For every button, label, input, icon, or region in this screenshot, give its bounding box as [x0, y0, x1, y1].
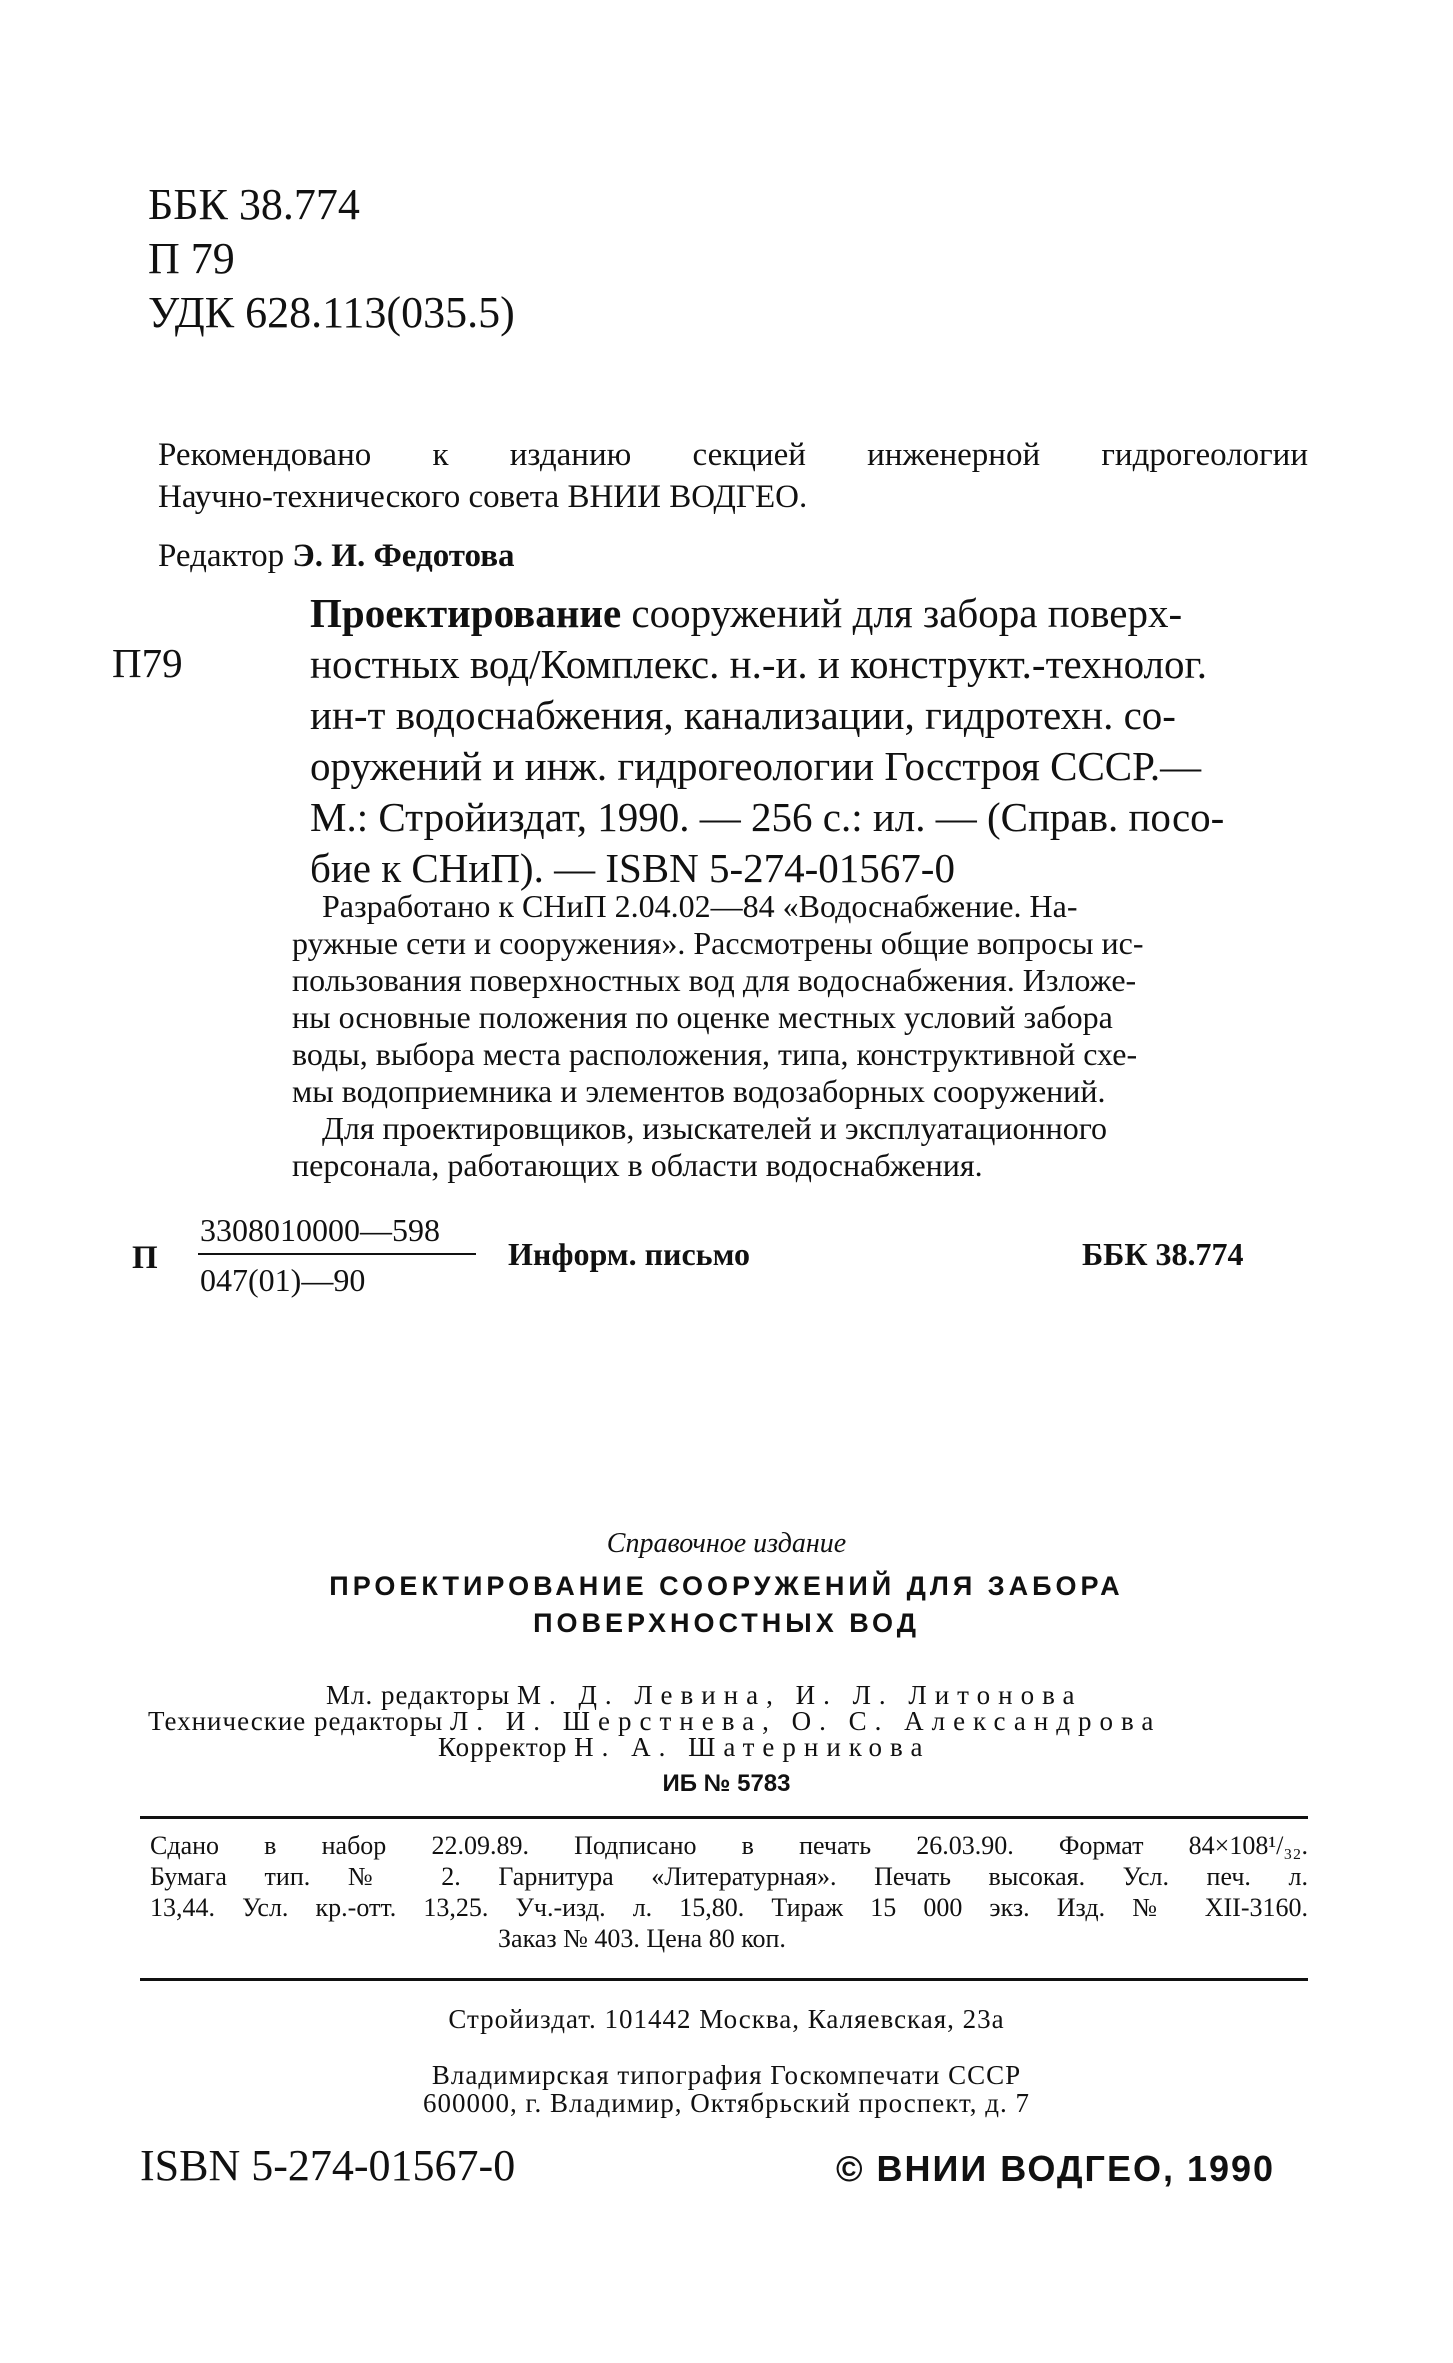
colophon-title-line-1: ПРОЕКТИРОВАНИЕ СООРУЖЕНИЙ ДЛЯ ЗАБОРА	[329, 1571, 1124, 1601]
printer-address: 600000, г. Владимир, Октябрьский проспект, д. 7	[423, 2088, 1030, 2118]
staff-role: Корректор	[438, 1732, 568, 1762]
annotation-line: персонала, работающих в области водоснабжения.	[292, 1147, 983, 1183]
description-line-5: М.: Стройиздат, 1990. — 256 с.: ил. — (Справ. посо-	[310, 794, 1225, 840]
classification-numerator: 3308010000—598	[200, 1212, 440, 1248]
editor-credit	[158, 538, 515, 575]
printer-name: Владимирская типография Госкомпечати СССР	[431, 2060, 1022, 2090]
classification-denominator: 047(01)—90	[200, 1262, 366, 1298]
annotation-line: мы водоприемника и элементов водозаборных сооружений.	[292, 1073, 1106, 1109]
print-details	[150, 1830, 1308, 1954]
recommendation-line-1: Рекомендовано к изданию секцией инженерной гидрогеологии	[158, 437, 1308, 473]
annotation-line: воды, выбора места расположения, типа, конструктивной схе-	[292, 1036, 1138, 1072]
publisher-address: Стройиздат. 101442 Москва, Каляевская, 23а	[448, 2004, 1005, 2034]
publication-type: Справочное издание	[606, 1528, 847, 1559]
description-line-6: бие к СНиП). — ISBN 5-274-01567-0	[310, 845, 955, 891]
bibliographic-description	[310, 588, 1308, 894]
udk-code: УДК 628.113(035.5)	[148, 288, 515, 337]
p-code: П 79	[148, 234, 235, 283]
staff-role: Технические редакторы	[148, 1706, 444, 1736]
bbk-code: ББК 38.774	[148, 180, 360, 229]
book-title-bold: Проектирование	[310, 590, 622, 636]
staff-names: М. Д. Левина, И. Л. Литонова	[516, 1680, 1083, 1710]
editor-label: Редактор	[158, 538, 285, 574]
print-details-line: Бумага тип. № 2. Гарнитура «Литературная». Печать высокая. Усл. печ. л.	[150, 1862, 1308, 1891]
annotation-line: Разработано к СНиП 2.04.02—84 «Водоснабжение. На-	[322, 888, 1078, 924]
classification-letter: П	[132, 1240, 158, 1276]
description-line-4: оружений и инж. гидрогеологии Госстроя СССР.—	[310, 743, 1202, 789]
annotation-line: ны основные положения по оценке местных условий забора	[292, 999, 1113, 1035]
annotation	[292, 888, 1308, 1184]
fraction-line	[198, 1253, 476, 1255]
print-details-line: 13,44. Усл. кр.-отт. 13,25. Уч.-изд. л. 15,80. Тираж 15 000 экз. Изд. № XII-3160.	[150, 1893, 1308, 1922]
description-line-2: ностных вод/Комплекс. н.-и. и конструкт.-технолог.	[310, 641, 1207, 687]
copyright-notice: © ВНИИ ВОДГЕО, 1990	[836, 2148, 1276, 2189]
description-line-1-rest: сооружений для забора поверх-	[621, 590, 1183, 636]
print-details-line: Заказ № 403. Цена 80 коп.	[498, 1924, 786, 1953]
staff-names: Л. И. Шерстнева, О. С. Александрова	[449, 1706, 1162, 1736]
description-line-1	[310, 588, 1308, 639]
annotation-line: пользования поверхностных вод для водоснабжения. Изложе-	[292, 962, 1137, 998]
catalog-code: П79	[112, 640, 183, 686]
editor-name: Э. И. Федотова	[292, 538, 515, 574]
ib-number: ИБ № 5783	[662, 1770, 791, 1797]
classification-codes	[148, 178, 515, 340]
annotation-line: Для проектировщиков, изыскателей и эксплуатационного	[322, 1110, 1108, 1146]
colophon-title	[0, 1568, 1453, 1642]
information-letter-note: Информ. письмо	[508, 1236, 750, 1272]
recommendation-line-2: Научно-технического совета ВНИИ ВОДГЕО.	[158, 479, 808, 515]
description-line-3: ин-т водоснабжения, канализации, гидротехн. со-	[310, 692, 1176, 738]
bbk-index: ББК 38.774	[1082, 1236, 1244, 1272]
divider	[140, 1816, 1308, 1819]
divider	[140, 1978, 1308, 1981]
print-details-line: Сдано в набор 22.09.89. Подписано в печать 26.03.90. Формат 84×108¹/₃₂.	[150, 1831, 1308, 1860]
staff-names: Н. А. Шатерникова	[574, 1732, 931, 1762]
staff-role: Мл. редакторы	[326, 1680, 511, 1710]
colophon-title-line-2: ПОВЕРХНОСТНЫХ ВОД	[533, 1608, 920, 1638]
annotation-line: ружные сети и сооружения». Рассмотрены общие вопросы ис-	[292, 925, 1144, 961]
proofreader	[438, 1732, 930, 1763]
recommendation-note	[158, 434, 1308, 518]
isbn: ISBN 5-274-01567-0	[140, 2141, 516, 2190]
